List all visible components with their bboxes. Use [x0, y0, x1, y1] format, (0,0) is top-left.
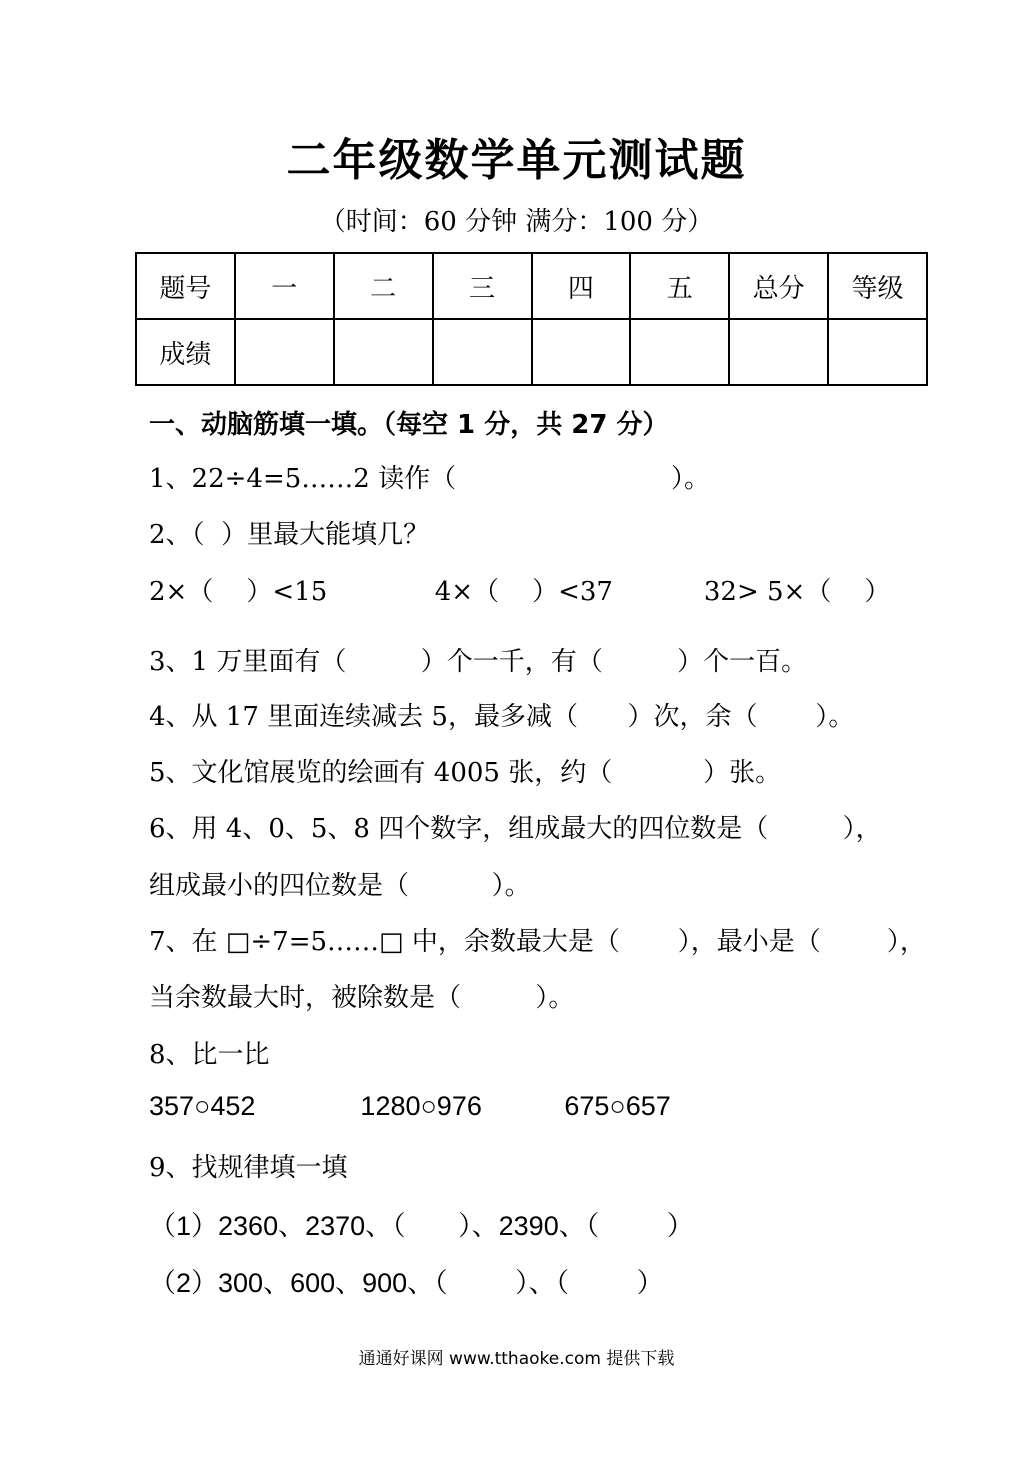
score-table-header-cell: 总分 — [729, 253, 828, 319]
score-table-header-row — [136, 253, 927, 319]
score-table — [135, 252, 928, 386]
pattern-line: （2）300、600、900、（ ）、（ ） — [149, 1268, 664, 1298]
score-cell — [433, 319, 532, 385]
question-line: 组成最小的四位数是（ ）。 — [149, 871, 531, 901]
score-table-header-cell: 四 — [532, 253, 631, 319]
section-heading: 一、动脑筋填一填。（每空 1 分，共 27 分） — [149, 410, 669, 440]
score-table-header-cell: 等级 — [828, 253, 927, 319]
footer-source: 通通好课网 www.tthaoke.com 提供下载 — [358, 1349, 675, 1369]
question-line: 8、比一比 — [149, 1040, 270, 1070]
question-line: 7、在 □÷7=5……□ 中，余数最大是（ ），最小是（ ）， — [149, 927, 926, 957]
score-cell — [334, 319, 433, 385]
question-line: 5、文化馆展览的绘画有 4005 张，约（ ）张。 — [149, 758, 782, 788]
question-line: 6、用 4、0、5、8 四个数字，组成最大的四位数是（ ）， — [149, 814, 882, 844]
score-cell — [828, 319, 927, 385]
question-line: 2×（ ）<15 4×（ ）<37 32> 5×（ ） — [149, 577, 891, 607]
question-line: 3、1 万里面有（ ）个一千，有（ ）个一百。 — [149, 647, 808, 677]
question-line: 4、从 17 里面连续减去 5，最多减（ ）次，余（ ）。 — [149, 702, 855, 732]
score-table-header-cell: 题号 — [136, 253, 235, 319]
score-table-header-cell: 三 — [433, 253, 532, 319]
score-table-header-cell: 一 — [235, 253, 334, 319]
score-cell — [630, 319, 729, 385]
score-table-score-row — [136, 319, 927, 385]
question-line: 9、找规律填一填 — [149, 1153, 348, 1183]
score-row-label: 成绩 — [136, 319, 235, 385]
question-line: 1、22÷4=5……2 读作（ ）。 — [149, 464, 710, 494]
question-line: 2、（ ）里最大能填几？ — [149, 520, 430, 550]
score-table-header-cell: 二 — [334, 253, 433, 319]
score-cell — [235, 319, 334, 385]
compare-line: 357○452 1280○976 675○657 — [149, 1091, 671, 1121]
question-line: 当余数最大时，被除数是（ ）。 — [149, 983, 575, 1013]
page-title: 二年级数学单元测试题 — [286, 135, 747, 186]
score-table-header-cell: 五 — [630, 253, 729, 319]
exam-time-and-score: （时间：60 分钟 满分：100 分） — [319, 207, 714, 237]
score-cell — [532, 319, 631, 385]
pattern-line: （1）2360、2370、（ ）、2390、（ ） — [149, 1211, 694, 1241]
score-cell — [729, 319, 828, 385]
